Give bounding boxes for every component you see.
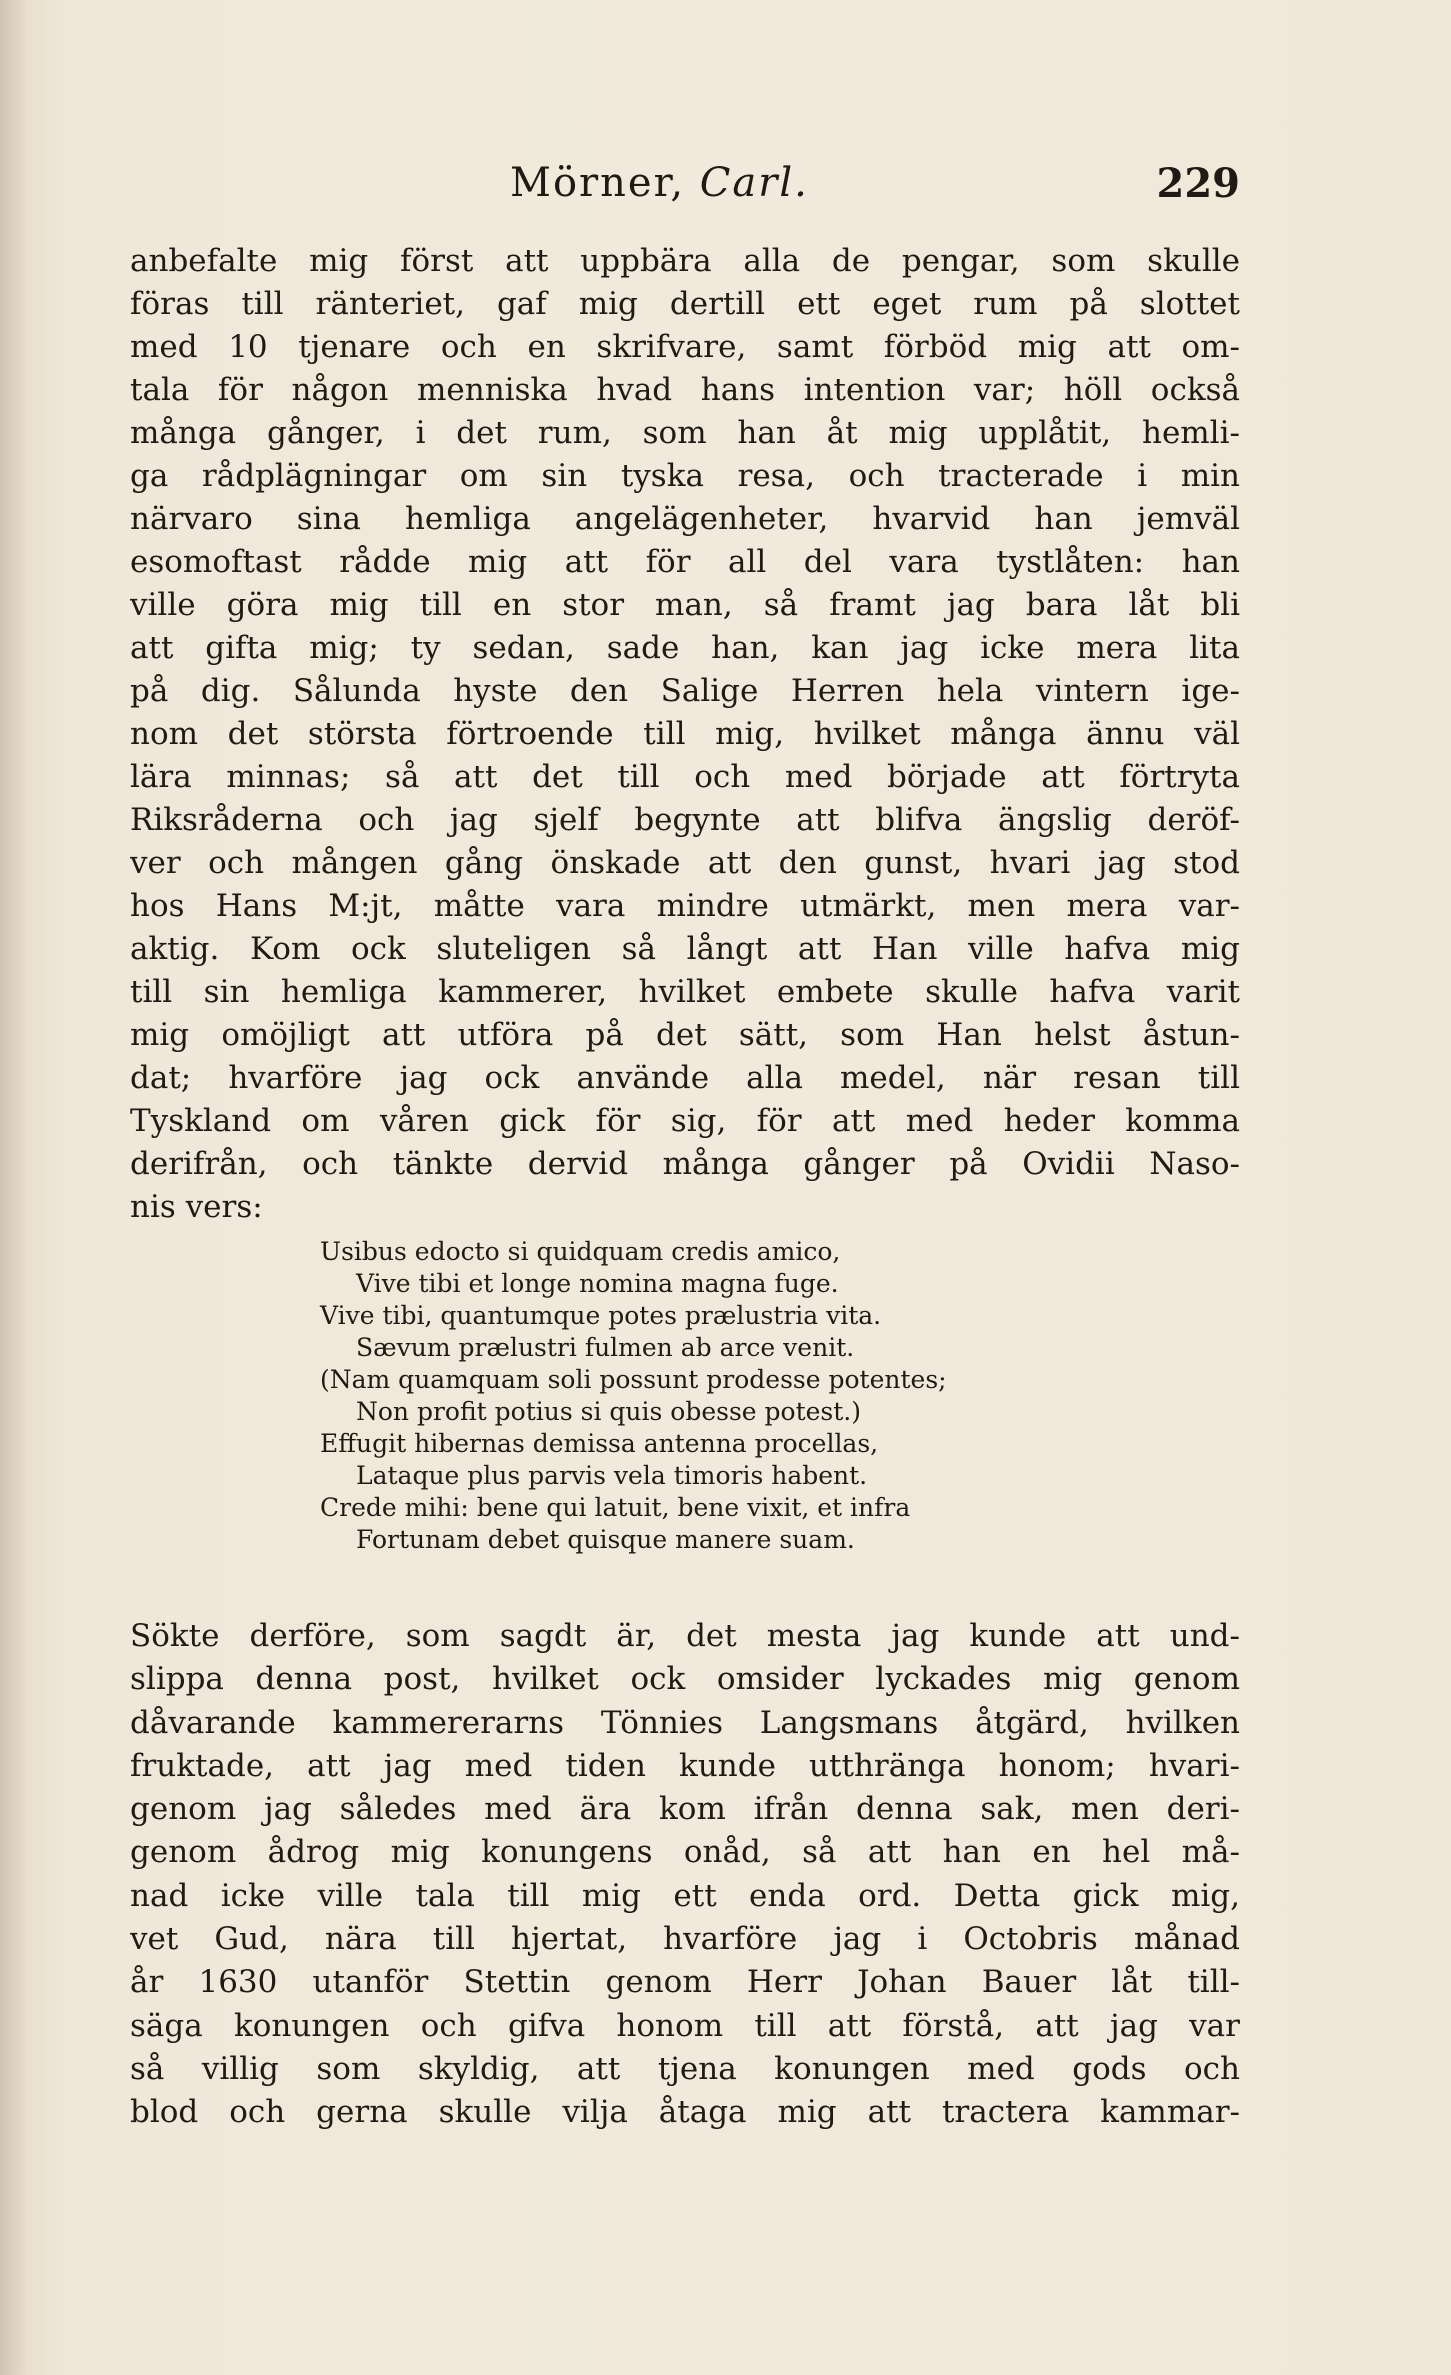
text-line: fruktade, att jag med tiden kunde utthränga honom; hvari- [130,1747,1240,1784]
text-line: Riksråderna och jag sjelf begynte att blifva ängslig deröf- [130,802,1240,838]
page-number: 229 [1156,160,1240,207]
verse-line: Crede mihi: bene qui latuit, bene vixit, et infra [320,1493,911,1522]
verse-line: Sævum prælustri fulmen ab arce venit. [356,1333,855,1362]
text-line: dat; hvarföre jag ock använde alla medel, när resan till [130,1060,1240,1096]
verse-line: Lataque plus parvis vela timoris habent. [356,1461,868,1490]
text-line: anbefalte mig först att uppbära alla de pengar, som skulle [130,243,1240,279]
text-line: vet Gud, nära till hjertat, hvarföre jag i Octobris månad [130,1921,1240,1958]
text-line: år 1630 utanför Stettin genom Herr Johan Bauer låt till- [130,1964,1240,2001]
verse-line: Vive tibi, quantumque potes prælustria vita. [320,1301,882,1330]
text-line: tala för någon menniska hvad hans intention var; höll också [130,372,1240,408]
text-line: Sökte derföre, som sagdt är, det mesta jag kunde att und- [130,1618,1240,1654]
page-gutter-shadow [0,0,28,2375]
verse-line: (Nam quamquam soli possunt prodesse potentes; [320,1365,947,1394]
header-title [510,160,809,206]
text-line: mig omöjligt att utföra på det sätt, som Han helst åstun- [130,1017,1240,1053]
closing-paragraph [130,1615,1240,2135]
text-line: till sin hemliga kammerer, hvilket embete skulle hafva varit [130,974,1240,1010]
text-line: säga konungen och gifva honom till att förstå, att jag var [130,2007,1240,2044]
text-line: att gifta mig; ty sedan, sade han, kan jag icke mera lita [130,630,1240,666]
verse-line: Usibus edocto si quidquam credis amico, [320,1237,841,1266]
verse-line: Fortunam debet quisque manere suam. [356,1525,855,1554]
header-author: Mörner, [510,160,686,206]
text-line: aktig. Kom ock sluteligen så långt att Han ville hafva mig [130,931,1240,967]
text-line: dåvarande kammererarns Tönnies Langsmans åtgärd, hvilken [130,1704,1240,1741]
text-line: många gånger, i det rum, som han åt mig upplåtit, hemli- [130,415,1240,451]
text-line: genom jag således med ära kom ifrån denna sak, men deri- [130,1791,1240,1828]
text-line: esomoftast rådde mig att för all del vara tystlåten: han [130,544,1240,580]
running-header [130,160,1240,216]
text-line: ver och mången gång önskade att den gunst, hvari jag stod [130,845,1240,881]
text-line: ville göra mig till en stor man, så framt jag bara låt bli [130,587,1240,623]
text-line: derifrån, och tänkte dervid många gånger på Ovidii Naso- [130,1146,1240,1182]
text-line: föras till ränteriet, gaf mig dertill ett eget rum på slottet [130,286,1240,322]
text-line: Tyskland om våren gick för sig, för att med heder komma [130,1103,1240,1139]
text-line: slippa denna post, hvilket ock omsider lyckades mig genom [130,1661,1240,1698]
text-line: närvaro sina hemliga angelägenheter, hvarvid han jemväl [130,501,1240,537]
text-line: nad icke ville tala till mig ett enda ord. Detta gick mig, [130,1877,1240,1914]
text-line: nis vers: [130,1189,263,1225]
verse-line: Vive tibi et longe nomina magna fuge. [356,1269,839,1298]
header-name: Carl. [699,160,809,206]
text-line: så villig som skyldig, att tjena konungen med gods och [130,2050,1240,2087]
verse-line: Effugit hibernas demissa antenna procellas, [320,1429,879,1458]
text-line: ga rådplägningar om sin tyska resa, och tracterade i min [130,458,1240,494]
text-line: nom det största förtroende till mig, hvilket många ännu väl [130,716,1240,752]
main-paragraph [130,240,1240,1229]
verse-line: Non profit potius si quis obesse potest.) [356,1397,861,1426]
text-line: blod och gerna skulle vilja åtaga mig att tractera kammar- [130,2094,1240,2131]
text-line: på dig. Sålunda hyste den Salige Herren hela vintern ige- [130,673,1240,709]
text-line: genom ådrog mig konungens onåd, så att han en hel må- [130,1834,1240,1871]
text-line: med 10 tjenare och en skrifvare, samt förböd mig att om- [130,329,1240,365]
text-line: lära minnas; så att det till och med började att förtryta [130,759,1240,795]
latin-verse [320,1236,1120,1556]
text-line: hos Hans M:jt, måtte vara mindre utmärkt, men mera var- [130,888,1240,924]
